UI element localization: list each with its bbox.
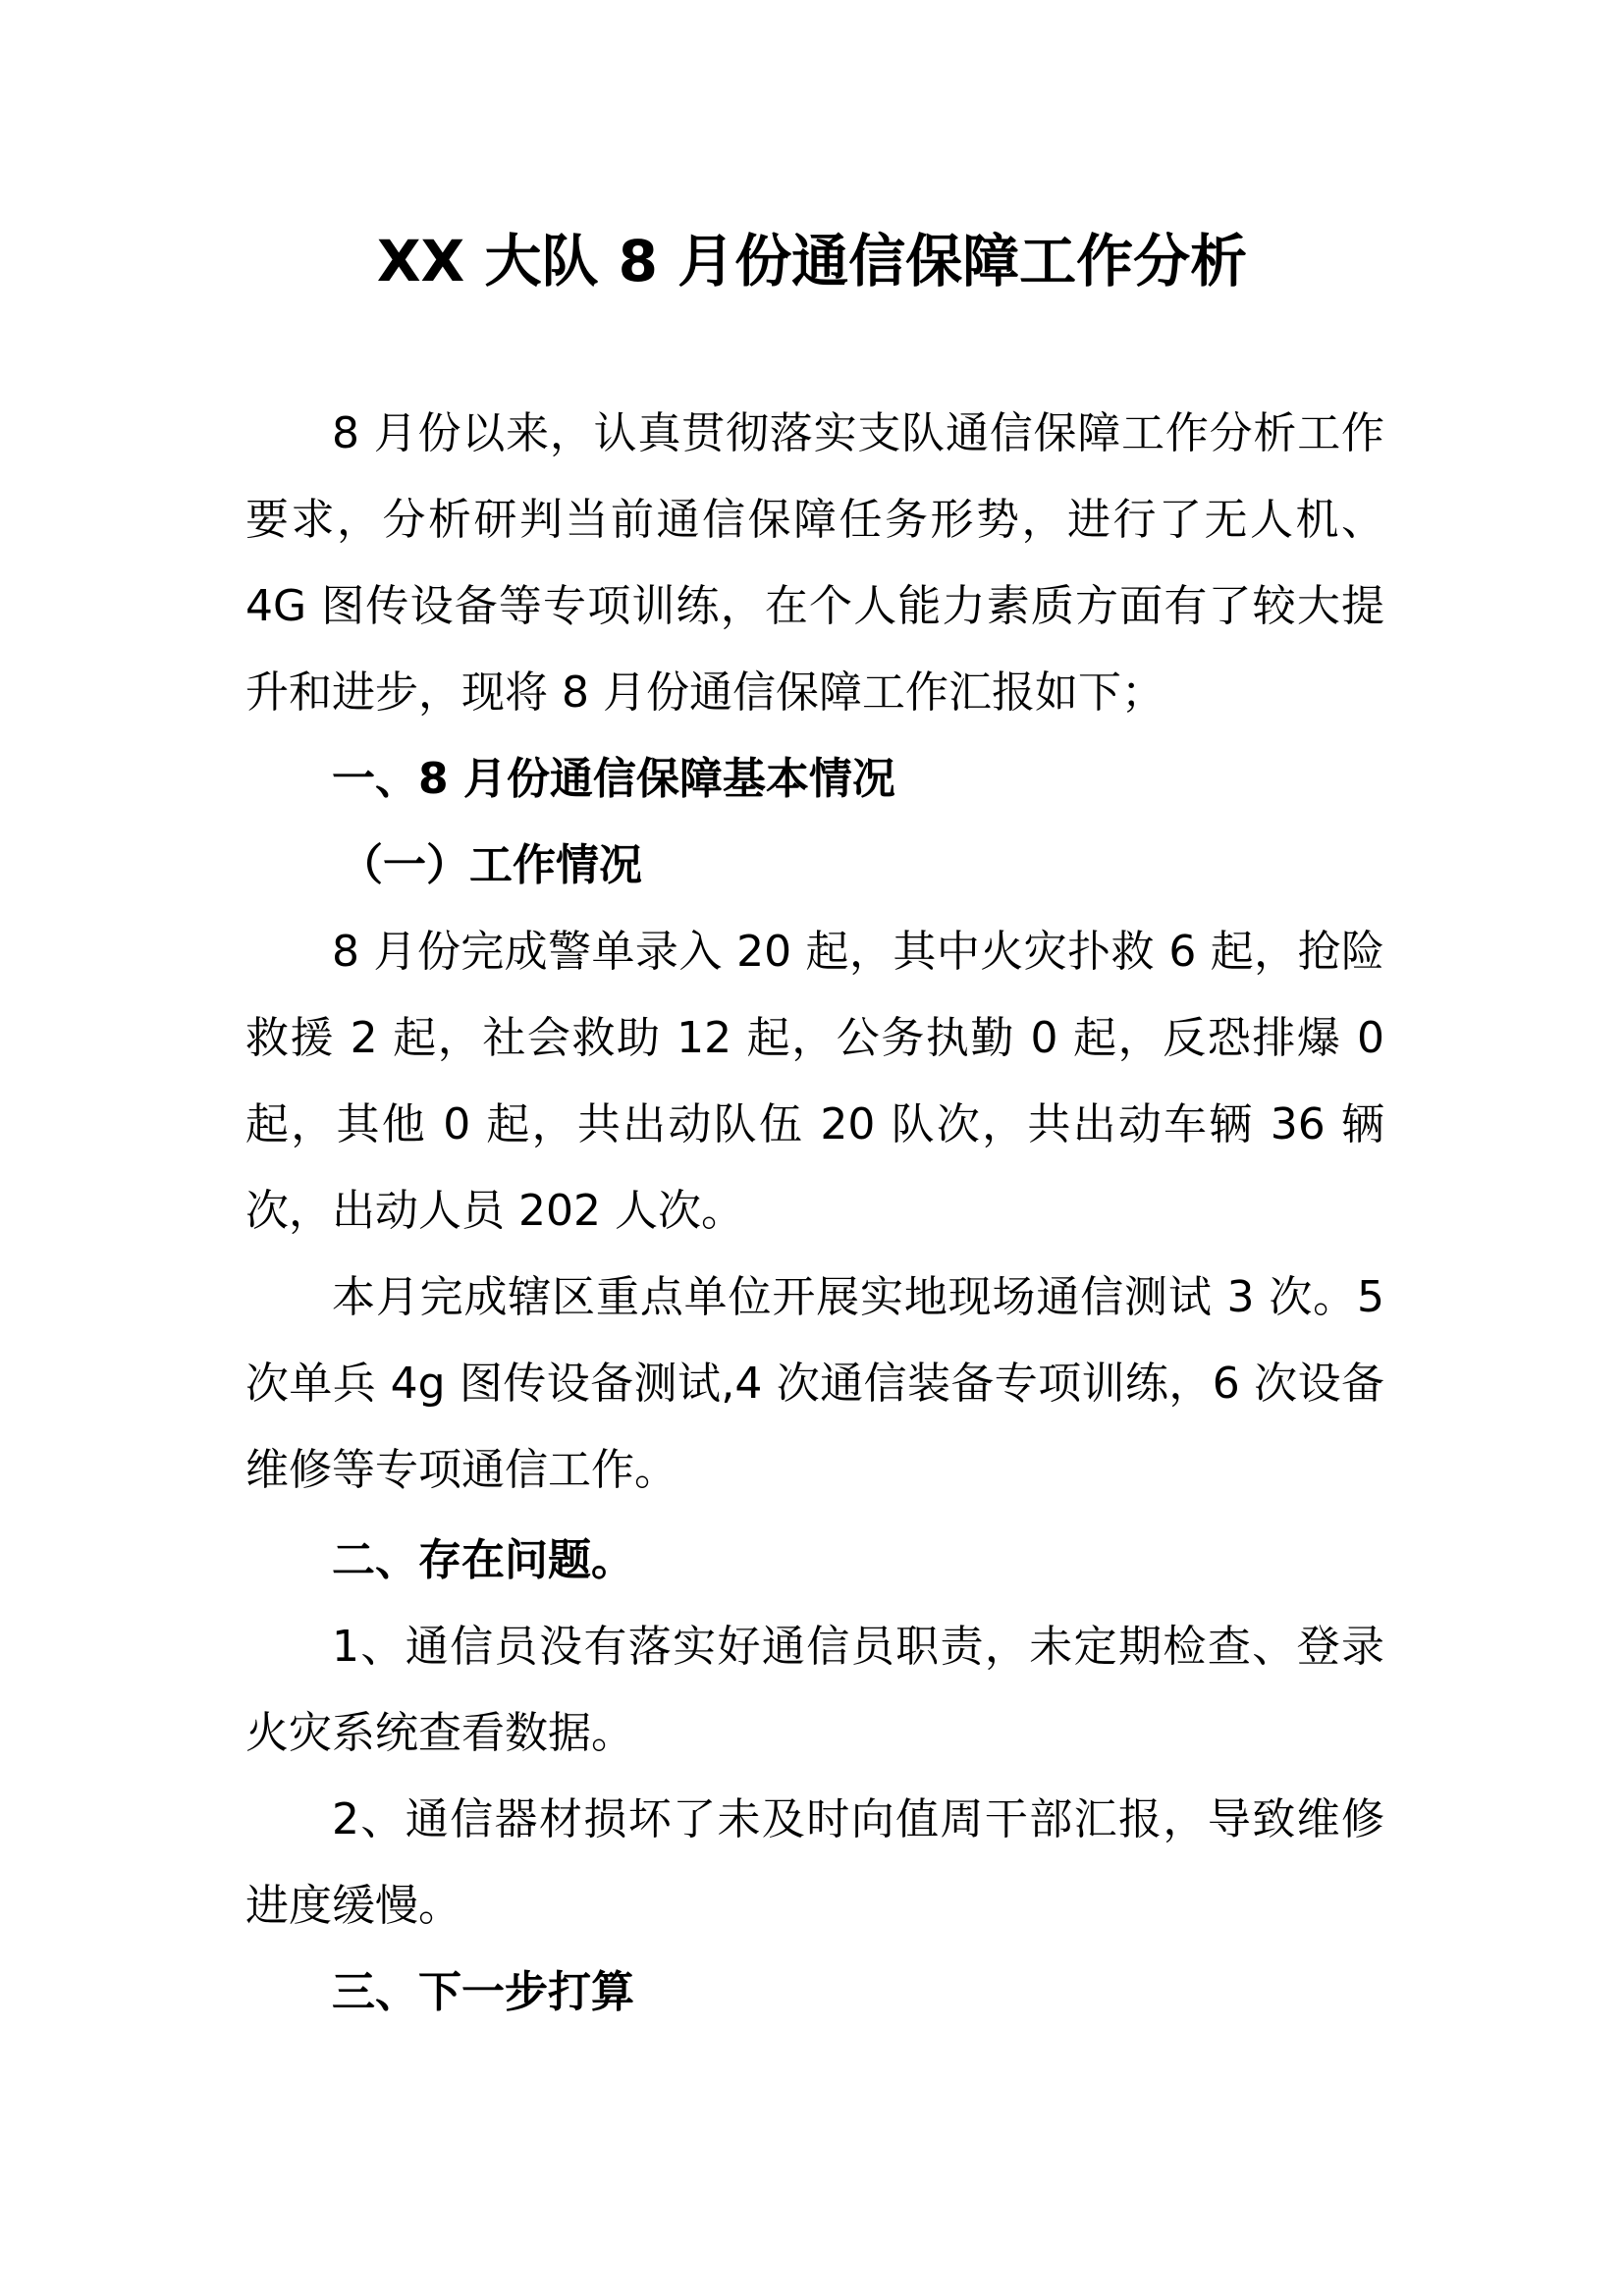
intro-paragraph: 8 月份以来，认真贯彻落实支队通信保障工作分析工作要求，分析研判当前通信保障任务形势，进行了无人机、4G 图传设备等专项训练，在个人能力素质方面有了较大提升和进步，现将 8 月份通信保障工作汇报如下；: [245, 408, 1384, 718]
document-body: [245, 391, 1384, 2036]
section-2-heading: 二、存在问题。: [332, 1535, 634, 1585]
section-2-item-1: 1、通信员没有落实好通信员职责，未定期检查、登录火灾系统查看数据。: [245, 1622, 1384, 1758]
section-1-heading: 一、8 月份通信保障基本情况: [332, 754, 895, 804]
section-3-heading: 三、下一步打算: [332, 1967, 634, 2017]
section-1-sub-1-heading: （一）工作情况: [340, 840, 642, 890]
section-1-paragraph-2: 本月完成辖区重点单位开展实地现场通信测试 3 次。5 次单兵 4g 图传设备测试,4 次通信装备专项训练，6 次设备维修等专项通信工作。: [245, 1272, 1384, 1495]
section-2-item-2: 2、通信器材损坏了未及时向值周干部汇报，导致维修进度缓慢。: [245, 1794, 1384, 1931]
document-title: XX 大队 8 月份通信保障工作分析: [376, 228, 1248, 294]
section-1-paragraph-1: 8 月份完成警单录入 20 起，其中火灾扑救 6 起，抢险救援 2 起，社会救助 12 起，公务执勤 0 起，反恐排爆 0 起，其他 0 起，共出动队伍 20 队次，共出动车辆 36 辆次，出动人员 202 人次。: [245, 927, 1384, 1236]
